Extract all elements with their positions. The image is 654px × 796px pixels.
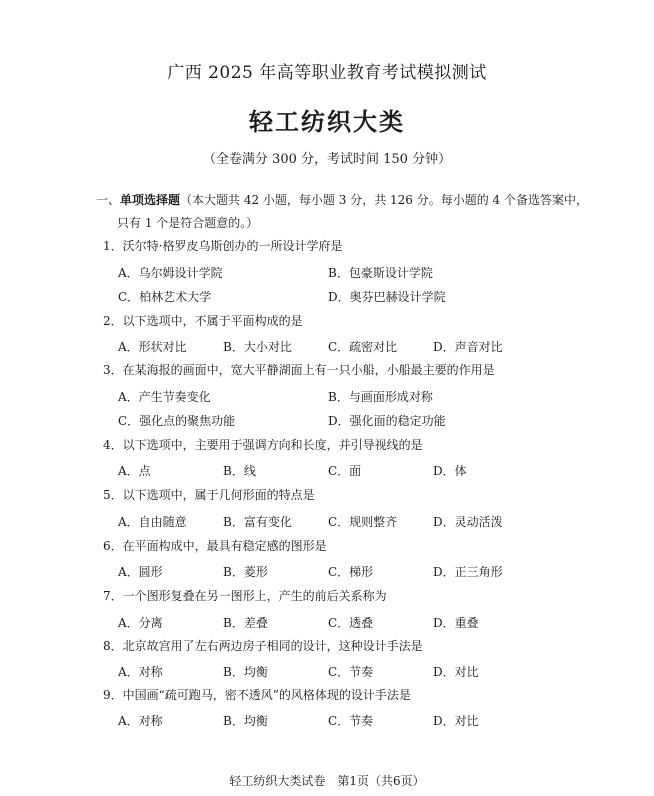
question-3-option-b: B．与画面形成对称 (328, 390, 433, 404)
question-6-stem: 6．在平面构成中，最具有稳定感的图形是 (103, 539, 327, 553)
question-4-option-d: D．体 (433, 464, 467, 478)
question-6-option-d: D．正三角形 (433, 565, 503, 579)
question-2-option-b: B．大小对比 (223, 340, 292, 354)
question-1-option-a: A．乌尔姆设计学院 (118, 266, 223, 280)
question-1-option-c: C．柏林艺术大学 (118, 290, 212, 304)
question-6-option-b: B．菱形 (223, 565, 268, 579)
question-9-option-a: A．对称 (118, 714, 163, 728)
question-4-stem: 4．以下选项中，主要用于强调方向和长度，并引导视线的是 (103, 438, 423, 452)
question-8-option-b: B．均衡 (223, 665, 268, 679)
question-3-stem: 3．在某海报的画面中，宽大平静湖面上有一只小船，小船最主要的作用是 (103, 363, 495, 377)
question-9-option-c: C．节奏 (328, 714, 374, 728)
question-7-option-d: D．重叠 (433, 616, 479, 630)
question-5-option-c: C．规则整齐 (328, 515, 398, 529)
question-3-option-a: A．产生节奏变化 (118, 390, 211, 404)
section-heading (96, 191, 588, 208)
section-note-line1: （本大题共 42 小题，每小题 3 分，共 126 分。每小题的 4 个备选答案中， (180, 193, 588, 207)
question-4-option-b: B．线 (223, 464, 256, 478)
exam-subtitle: （全卷满分 300 分，考试时间 150 分钟） (202, 152, 452, 167)
question-2-option-c: C．疏密对比 (328, 340, 398, 354)
question-8-option-a: A．对称 (118, 665, 163, 679)
question-7-stem: 7．一个图形复叠在另一图形上，产生的前后关系称为 (103, 589, 387, 603)
question-4-option-c: C．面 (328, 464, 362, 478)
question-1-stem: 1．沃尔特·格罗皮乌斯创办的一所设计学府是 (103, 239, 343, 253)
question-5-option-b: B．富有变化 (223, 515, 292, 529)
question-2-stem: 2．以下选项中，不属于平面构成的是 (103, 314, 303, 328)
question-7-option-b: B．差叠 (223, 616, 268, 630)
question-5-option-a: A．自由随意 (118, 515, 187, 529)
question-1-option-b: B．包豪斯设计学院 (328, 266, 433, 280)
question-1-option-d: D．奥芬巴赫设计学院 (328, 290, 446, 304)
question-7-option-a: A．分离 (118, 616, 163, 630)
question-6-option-c: C．梯形 (328, 565, 374, 579)
question-9-stem: 9．中国画“疏可跑马，密不透风”的风格体现的设计手法是 (103, 688, 411, 702)
question-9-option-d: D．对比 (433, 714, 479, 728)
question-8-stem: 8．北京故宫用了左右两边房子相同的设计，这种设计手法是 (103, 639, 423, 653)
subject-title: 轻工纺织大类 (249, 107, 405, 136)
question-9-option-b: B．均衡 (223, 714, 268, 728)
question-2-option-a: A．形状对比 (118, 340, 187, 354)
section-number: 一、 (96, 193, 121, 207)
section-name: 单项选择题 (120, 193, 181, 207)
question-6-option-a: A．圆形 (118, 565, 163, 579)
exam-title: 广西 2025 年高等职业教育考试模拟测试 (167, 63, 487, 83)
question-4-option-a: A．点 (118, 464, 151, 478)
question-3-option-c: C．强化点的聚焦功能 (118, 414, 236, 428)
question-7-option-c: C．透叠 (328, 616, 374, 630)
page-footer: 轻工纺织大类试卷 第1页（共6页） (229, 774, 425, 788)
section-note-line2: 只有 1 个是符合题意的。） (117, 216, 259, 230)
question-8-option-d: D．对比 (433, 665, 479, 679)
question-5-stem: 5．以下选项中，属于几何形面的特点是 (103, 488, 315, 502)
question-2-option-d: D．声音对比 (433, 340, 503, 354)
question-3-option-d: D．强化面的稳定功能 (328, 414, 446, 428)
question-8-option-c: C．节奏 (328, 665, 374, 679)
question-5-option-d: D．灵动活泼 (433, 515, 503, 529)
